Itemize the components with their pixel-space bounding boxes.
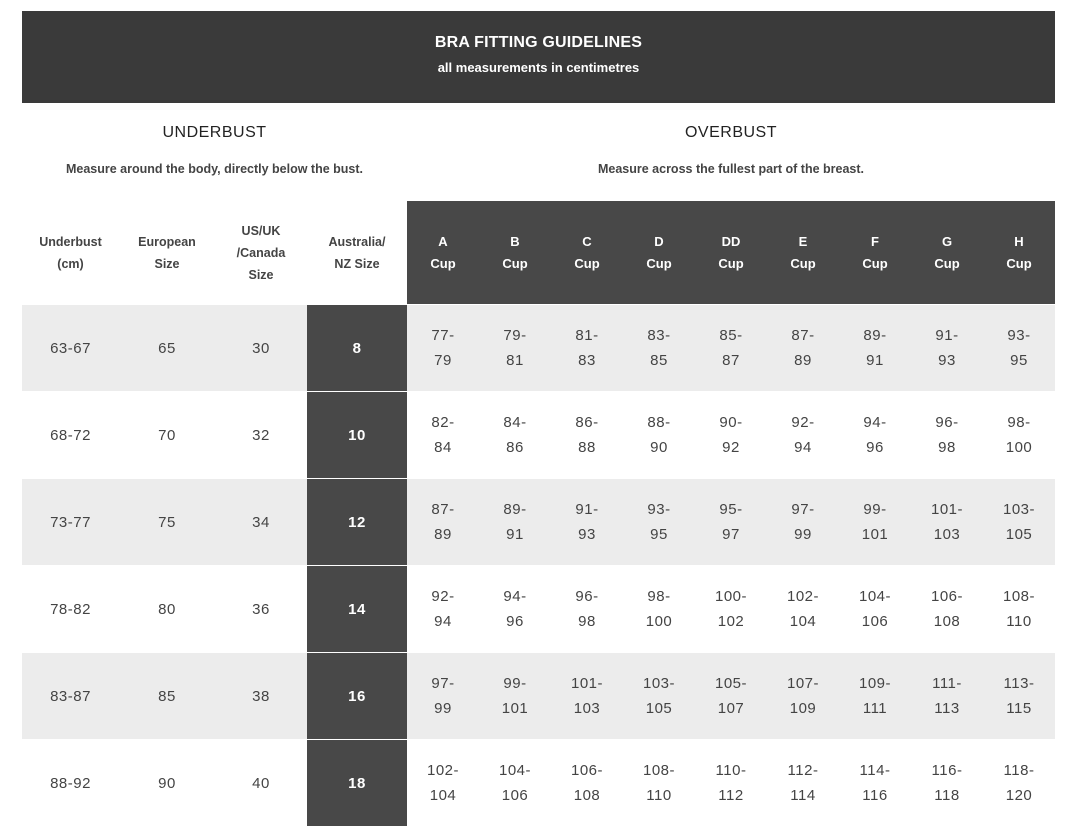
col-cup-line: Cup xyxy=(862,256,887,271)
cup-measurement-line: 85- xyxy=(719,327,742,344)
cup-measurement-cell xyxy=(695,740,767,826)
cup-measurement-line: 91- xyxy=(935,327,958,344)
table-row xyxy=(22,305,1055,392)
cup-measurement-line: 104- xyxy=(499,762,531,779)
cup-measurement-line: 99 xyxy=(434,700,452,717)
usuk-size-cell: 34 xyxy=(215,479,307,566)
cup-measurement-cell xyxy=(767,392,839,479)
cup-measurement-line: 83- xyxy=(647,327,670,344)
col-cup-line: Cup xyxy=(430,256,455,271)
col-cup-line: Cup xyxy=(934,256,959,271)
aunz-size-cell: 14 xyxy=(307,566,407,653)
cup-measurement-cell xyxy=(911,479,983,566)
european-size-cell: 70 xyxy=(119,392,215,479)
col-cup xyxy=(479,201,551,305)
cup-measurement-line: 89- xyxy=(503,501,526,518)
size-table xyxy=(22,201,1055,826)
table-row xyxy=(22,566,1055,653)
cup-measurement-line: 90- xyxy=(719,414,742,431)
cup-measurement-line: 91 xyxy=(866,352,884,369)
usuk-size-cell: 38 xyxy=(215,653,307,740)
cup-measurement-line: 98- xyxy=(647,588,670,605)
cup-measurement-cell xyxy=(479,740,551,826)
cup-measurement-cell xyxy=(551,566,623,653)
table-row xyxy=(22,653,1055,740)
cup-measurement-line: 111 xyxy=(863,700,887,717)
cup-measurement-line: 104 xyxy=(430,787,457,804)
cup-measurement-line: 106 xyxy=(862,613,889,630)
guide-subtitle: all measurements in centimetres xyxy=(22,60,1055,75)
col-cup-line: Cup xyxy=(502,256,527,271)
col-european-size-line: Size xyxy=(154,257,179,271)
cup-measurement-line: 104 xyxy=(790,613,817,630)
cup-measurement-cell xyxy=(839,305,911,392)
cup-measurement-cell xyxy=(407,305,479,392)
underbust-section xyxy=(22,103,407,176)
col-european-size-line: European xyxy=(138,235,196,249)
underbust-cell: 68-72 xyxy=(22,392,119,479)
cup-measurement-line: 92- xyxy=(431,588,454,605)
cup-measurement-line: 103- xyxy=(1003,501,1035,518)
cup-measurement-line: 93- xyxy=(647,501,670,518)
col-cup-line: G xyxy=(942,234,952,249)
cup-measurement-line: 103 xyxy=(574,700,601,717)
cup-measurement-line: 108 xyxy=(934,613,961,630)
cup-measurement-line: 114 xyxy=(790,787,815,804)
cup-measurement-line: 95- xyxy=(719,501,742,518)
overbust-heading: OVERBUST xyxy=(407,124,1055,142)
col-cup-line: A xyxy=(438,234,447,249)
col-cup-line: D xyxy=(654,234,663,249)
cup-measurement-cell xyxy=(407,479,479,566)
col-usuk-size-line: /Canada xyxy=(237,246,286,260)
cup-measurement-line: 92- xyxy=(791,414,814,431)
cup-measurement-cell xyxy=(839,740,911,826)
cup-measurement-cell xyxy=(623,653,695,740)
cup-measurement-line: 106 xyxy=(502,787,529,804)
cup-measurement-cell xyxy=(407,653,479,740)
col-cup-line: C xyxy=(582,234,591,249)
aunz-size-cell: 16 xyxy=(307,653,407,740)
cup-measurement-line: 96 xyxy=(866,439,884,456)
cup-measurement-line: 101- xyxy=(931,501,963,518)
cup-measurement-cell xyxy=(695,392,767,479)
aunz-size-cell: 10 xyxy=(307,392,407,479)
european-size-cell: 90 xyxy=(119,740,215,826)
cup-measurement-line: 106- xyxy=(931,588,963,605)
cup-measurement-line: 101 xyxy=(502,700,529,717)
col-cup xyxy=(767,201,839,305)
cup-measurement-line: 98- xyxy=(1007,414,1030,431)
cup-measurement-line: 96 xyxy=(506,613,524,630)
cup-measurement-line: 112 xyxy=(718,787,743,804)
cup-measurement-cell xyxy=(695,479,767,566)
col-cup xyxy=(623,201,695,305)
col-cup-line: Cup xyxy=(646,256,671,271)
cup-measurement-line: 109- xyxy=(859,675,891,692)
cup-measurement-line: 97- xyxy=(791,501,814,518)
cup-measurement-line: 91- xyxy=(575,501,598,518)
col-cup xyxy=(839,201,911,305)
cup-measurement-line: 116- xyxy=(932,762,963,779)
col-cup-line: Cup xyxy=(790,256,815,271)
col-european-size xyxy=(119,201,215,305)
underbust-description: Measure around the body, directly below the bust. xyxy=(22,162,407,176)
european-size-cell: 65 xyxy=(119,305,215,392)
cup-measurement-line: 102- xyxy=(427,762,459,779)
cup-measurement-line: 118 xyxy=(934,787,959,804)
cup-measurement-line: 100 xyxy=(1006,439,1033,456)
cup-measurement-cell xyxy=(623,479,695,566)
european-size-cell: 85 xyxy=(119,653,215,740)
cup-measurement-line: 95 xyxy=(650,526,668,543)
cup-measurement-cell xyxy=(839,479,911,566)
cup-measurement-cell xyxy=(407,392,479,479)
overbust-section xyxy=(407,103,1055,176)
cup-measurement-line: 93- xyxy=(1007,327,1030,344)
cup-measurement-line: 105 xyxy=(646,700,673,717)
cup-measurement-line: 103- xyxy=(643,675,675,692)
cup-measurement-line: 86 xyxy=(506,439,524,456)
cup-measurement-line: 79- xyxy=(503,327,526,344)
cup-measurement-cell xyxy=(911,653,983,740)
european-size-cell: 80 xyxy=(119,566,215,653)
table-body xyxy=(22,305,1055,826)
cup-measurement-line: 99 xyxy=(794,526,812,543)
col-aunz-size-line: NZ Size xyxy=(334,257,379,271)
table-header xyxy=(22,201,1055,305)
cup-measurement-line: 120 xyxy=(1006,787,1033,804)
underbust-heading: UNDERBUST xyxy=(22,124,407,142)
cup-measurement-line: 94- xyxy=(863,414,886,431)
cup-measurement-line: 108 xyxy=(574,787,601,804)
cup-measurement-line: 93 xyxy=(938,352,956,369)
cup-measurement-line: 92 xyxy=(722,439,740,456)
cup-measurement-cell xyxy=(479,566,551,653)
cup-measurement-line: 107 xyxy=(718,700,745,717)
title-bar xyxy=(22,11,1055,103)
cup-measurement-cell xyxy=(983,653,1055,740)
cup-measurement-line: 97 xyxy=(722,526,740,543)
cup-measurement-cell xyxy=(983,566,1055,653)
underbust-cell: 78-82 xyxy=(22,566,119,653)
cup-measurement-line: 81 xyxy=(506,352,524,369)
cup-measurement-cell xyxy=(983,740,1055,826)
col-cup-line: DD xyxy=(722,234,741,249)
cup-measurement-line: 105 xyxy=(1006,526,1033,543)
cup-measurement-line: 89 xyxy=(434,526,452,543)
cup-measurement-cell xyxy=(839,653,911,740)
cup-measurement-cell xyxy=(911,566,983,653)
cup-measurement-line: 111- xyxy=(932,675,962,692)
cup-measurement-line: 87- xyxy=(431,501,454,518)
cup-measurement-line: 89 xyxy=(794,352,812,369)
cup-measurement-line: 110- xyxy=(716,762,747,779)
cup-measurement-line: 108- xyxy=(1003,588,1035,605)
usuk-size-cell: 30 xyxy=(215,305,307,392)
col-cup-line: Cup xyxy=(574,256,599,271)
col-cup xyxy=(407,201,479,305)
european-size-cell: 75 xyxy=(119,479,215,566)
usuk-size-cell: 40 xyxy=(215,740,307,826)
cup-measurement-cell xyxy=(983,392,1055,479)
cup-measurement-cell xyxy=(551,653,623,740)
cup-measurement-line: 82- xyxy=(431,414,454,431)
cup-measurement-line: 102- xyxy=(787,588,819,605)
cup-measurement-line: 93 xyxy=(578,526,596,543)
cup-measurement-line: 98 xyxy=(938,439,956,456)
cup-measurement-line: 110 xyxy=(1006,613,1031,630)
cup-measurement-line: 96- xyxy=(935,414,958,431)
cup-measurement-cell xyxy=(479,305,551,392)
cup-measurement-line: 116 xyxy=(862,787,887,804)
col-cup-line: F xyxy=(871,234,879,249)
cup-measurement-cell xyxy=(911,740,983,826)
cup-measurement-line: 104- xyxy=(859,588,891,605)
cup-measurement-cell xyxy=(479,653,551,740)
cup-measurement-line: 100- xyxy=(715,588,747,605)
cup-measurement-cell xyxy=(695,566,767,653)
cup-measurement-line: 83 xyxy=(578,352,596,369)
cup-measurement-line: 88- xyxy=(647,414,670,431)
col-cup-line: H xyxy=(1014,234,1023,249)
cup-measurement-cell xyxy=(983,305,1055,392)
cup-measurement-line: 94- xyxy=(503,588,526,605)
col-underbust xyxy=(22,201,119,305)
cup-measurement-line: 98 xyxy=(578,613,596,630)
cup-measurement-cell xyxy=(695,305,767,392)
cup-measurement-cell xyxy=(407,566,479,653)
cup-measurement-line: 118- xyxy=(1004,762,1035,779)
cup-measurement-cell xyxy=(551,740,623,826)
cup-measurement-line: 79 xyxy=(434,352,452,369)
cup-measurement-line: 99- xyxy=(863,501,886,518)
cup-measurement-line: 90 xyxy=(650,439,668,456)
cup-measurement-cell xyxy=(479,479,551,566)
cup-measurement-line: 114- xyxy=(860,762,891,779)
col-cup xyxy=(983,201,1055,305)
cup-measurement-cell xyxy=(479,392,551,479)
cup-measurement-cell xyxy=(911,392,983,479)
cup-measurement-line: 95 xyxy=(1010,352,1028,369)
col-aunz-size-line: Australia/ xyxy=(329,235,386,249)
col-usuk-size-line: Size xyxy=(248,268,273,282)
guide-title: BRA FITTING GUIDELINES xyxy=(22,11,1055,52)
table-row xyxy=(22,479,1055,566)
table-row xyxy=(22,392,1055,479)
usuk-size-cell: 36 xyxy=(215,566,307,653)
cup-measurement-cell xyxy=(983,479,1055,566)
cup-measurement-line: 89- xyxy=(863,327,886,344)
cup-measurement-line: 88 xyxy=(578,439,596,456)
cup-measurement-cell xyxy=(695,653,767,740)
cup-measurement-line: 94 xyxy=(794,439,812,456)
cup-measurement-line: 87- xyxy=(791,327,814,344)
cup-measurement-line: 99- xyxy=(503,675,526,692)
col-usuk-size-line: US/UK xyxy=(242,224,281,238)
col-cup-line: E xyxy=(799,234,808,249)
header-row xyxy=(22,201,1055,305)
col-cup-line: B xyxy=(510,234,519,249)
cup-measurement-line: 97- xyxy=(431,675,454,692)
cup-measurement-cell xyxy=(767,305,839,392)
overbust-description: Measure across the fullest part of the breast. xyxy=(407,162,1055,176)
cup-measurement-cell xyxy=(623,392,695,479)
col-underbust-line: (cm) xyxy=(57,257,83,271)
cup-measurement-cell xyxy=(551,392,623,479)
cup-measurement-cell xyxy=(767,653,839,740)
cup-measurement-line: 91 xyxy=(506,526,524,543)
cup-measurement-line: 115 xyxy=(1006,700,1031,717)
col-cup xyxy=(551,201,623,305)
cup-measurement-line: 84- xyxy=(503,414,526,431)
cup-measurement-line: 107- xyxy=(787,675,819,692)
cup-measurement-cell xyxy=(551,479,623,566)
cup-measurement-line: 101- xyxy=(571,675,603,692)
col-usuk-size xyxy=(215,201,307,305)
col-cup xyxy=(695,201,767,305)
cup-measurement-line: 87 xyxy=(722,352,740,369)
cup-measurement-cell xyxy=(767,566,839,653)
col-aunz-size xyxy=(307,201,407,305)
underbust-cell: 83-87 xyxy=(22,653,119,740)
cup-measurement-line: 113 xyxy=(934,700,959,717)
col-cup xyxy=(911,201,983,305)
underbust-cell: 63-67 xyxy=(22,305,119,392)
col-cup-line: Cup xyxy=(1006,256,1031,271)
col-underbust-line: Underbust xyxy=(39,235,102,249)
section-headings xyxy=(22,103,1055,201)
aunz-size-cell: 8 xyxy=(307,305,407,392)
col-cup-line: Cup xyxy=(718,256,743,271)
cup-measurement-line: 84 xyxy=(434,439,452,456)
cup-measurement-line: 101 xyxy=(862,526,889,543)
cup-measurement-cell xyxy=(623,305,695,392)
cup-measurement-cell xyxy=(623,740,695,826)
cup-measurement-line: 112- xyxy=(788,762,819,779)
cup-measurement-line: 86- xyxy=(575,414,598,431)
cup-measurement-line: 108- xyxy=(643,762,675,779)
cup-measurement-line: 94 xyxy=(434,613,452,630)
cup-measurement-line: 109 xyxy=(790,700,817,717)
cup-measurement-line: 81- xyxy=(575,327,598,344)
cup-measurement-cell xyxy=(839,392,911,479)
usuk-size-cell: 32 xyxy=(215,392,307,479)
cup-measurement-line: 102 xyxy=(718,613,745,630)
cup-measurement-cell xyxy=(911,305,983,392)
cup-measurement-line: 85 xyxy=(650,352,668,369)
underbust-cell: 73-77 xyxy=(22,479,119,566)
aunz-size-cell: 12 xyxy=(307,479,407,566)
cup-measurement-line: 106- xyxy=(571,762,603,779)
cup-measurement-line: 110 xyxy=(646,787,671,804)
cup-measurement-cell xyxy=(551,305,623,392)
size-guide xyxy=(22,11,1055,826)
cup-measurement-line: 103 xyxy=(934,526,961,543)
cup-measurement-cell xyxy=(839,566,911,653)
cup-measurement-line: 113- xyxy=(1004,675,1035,692)
underbust-cell: 88-92 xyxy=(22,740,119,826)
cup-measurement-line: 105- xyxy=(715,675,747,692)
cup-measurement-cell xyxy=(623,566,695,653)
cup-measurement-line: 77- xyxy=(431,327,454,344)
cup-measurement-cell xyxy=(767,740,839,826)
cup-measurement-cell xyxy=(767,479,839,566)
cup-measurement-line: 100 xyxy=(646,613,673,630)
cup-measurement-line: 96- xyxy=(575,588,598,605)
table-row xyxy=(22,740,1055,826)
aunz-size-cell: 18 xyxy=(307,740,407,826)
cup-measurement-cell xyxy=(407,740,479,826)
